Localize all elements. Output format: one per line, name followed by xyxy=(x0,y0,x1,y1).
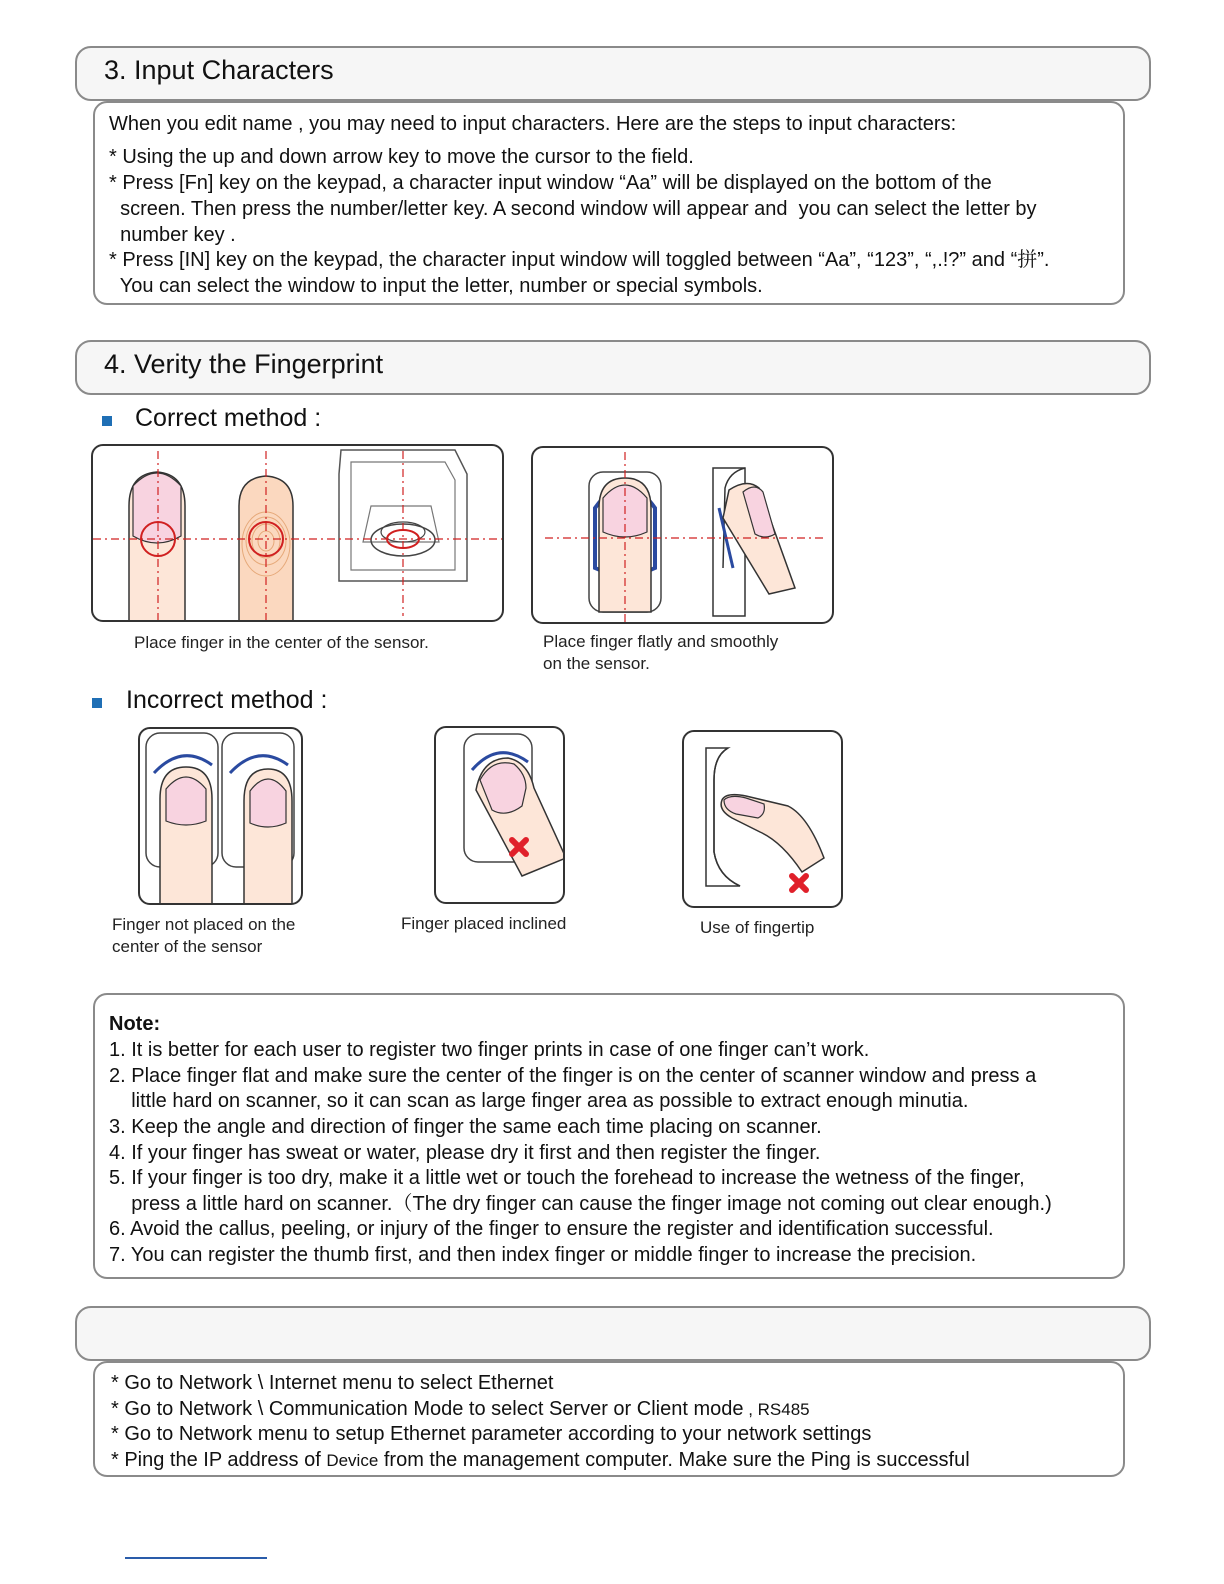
network-step-text: * Ping the IP address of xyxy=(111,1449,327,1471)
note-item: little hard on scanner, so it can scan as large finger area as possible to extract enough minutia. xyxy=(109,1090,969,1112)
correct-center-illustration xyxy=(91,444,504,622)
note-item: press a little hard on scanner.（The dry finger can cause the finger image not coming out clear enough.) xyxy=(109,1193,1052,1215)
incorrect-heading: Incorrect method : xyxy=(126,686,328,714)
section3-line: * Press [IN] key on the keypad, the character input window will toggled between “Aa”, “123”, “,.!?” and “拼”. xyxy=(109,249,1050,271)
section4-header xyxy=(75,340,1151,395)
network-step-device: Device xyxy=(326,1451,379,1470)
incorrect-fingertip-illustration xyxy=(682,730,843,908)
note-item: 7. You can register the thumb first, and then index finger or middle finger to increase the precision. xyxy=(109,1244,977,1266)
network-step-text: * Go to Network \ Communication Mode to select Server or Client mode xyxy=(111,1398,744,1420)
section3-line: screen. Then press the number/letter key. A second window will appear and you can select the letter by xyxy=(109,198,1037,220)
footer-rule xyxy=(125,1557,267,1559)
section3-title: 3. Input Characters xyxy=(104,55,334,85)
network-step: * Go to Network \ Internet menu to select Ethernet xyxy=(111,1372,554,1394)
network-step: * Go to Network menu to setup Ethernet parameter according to your network settings xyxy=(111,1423,872,1445)
note-item: 1. It is better for each user to register two finger prints in case of one finger can’t work. xyxy=(109,1039,870,1061)
section3-line: number key . xyxy=(109,224,236,246)
incorrect-bullet xyxy=(92,698,102,708)
note-item: 3. Keep the angle and direction of finger the same each time placing on scanner. xyxy=(109,1116,822,1138)
note-item: 6. Avoid the callus, peeling, or injury of the finger to ensure the register and identification successful. xyxy=(109,1218,994,1240)
note-label: Note: xyxy=(109,1013,161,1035)
incorrect-offcenter-illustration xyxy=(138,727,303,905)
correct-caption: Place finger flatly and smoothly xyxy=(543,632,779,651)
note-box xyxy=(93,993,1125,1279)
incorrect-inclined-illustration xyxy=(434,726,565,904)
section3-intro: When you edit name , you may need to input characters. Here are the steps to input characters: xyxy=(109,113,957,135)
section3-line: * Using the up and down arrow key to move the cursor to the field. xyxy=(109,146,694,168)
section4-title: 4. Verity the Fingerprint xyxy=(104,349,384,379)
section3-line: * Press [Fn] key on the keypad, a character input window “Aa” will be displayed on the bottom of the xyxy=(109,172,992,194)
correct-caption: Place finger in the center of the sensor. xyxy=(134,633,429,652)
note-item: 2. Place finger flat and make sure the center of the finger is on the center of scanner window and press a xyxy=(109,1065,1037,1087)
note-item: 5. If your finger is too dry, make it a little wet or touch the forehead to increase the wetness of the finger, xyxy=(109,1167,1025,1189)
note-item: 4. If your finger has sweat or water, please dry it first and then register the finger. xyxy=(109,1142,821,1164)
section3-header xyxy=(75,46,1151,101)
incorrect-caption: Use of fingertip xyxy=(700,918,815,937)
section3-body xyxy=(93,101,1125,305)
network-step-text: from the management computer. Make sure the Ping is successful xyxy=(378,1449,970,1471)
network-step xyxy=(111,1447,970,1474)
section3-line: You can select the window to input the letter, number or special symbols. xyxy=(109,275,763,297)
correct-bullet xyxy=(102,416,112,426)
incorrect-caption: Finger not placed on the xyxy=(112,915,296,934)
network-step-rs485: , RS485 xyxy=(743,1400,810,1419)
section5-header xyxy=(75,1306,1151,1361)
correct-caption: on the sensor. xyxy=(543,654,650,673)
network-step xyxy=(111,1396,810,1423)
incorrect-caption: Finger placed inclined xyxy=(401,914,567,933)
incorrect-caption: center of the sensor xyxy=(112,937,263,956)
section5-body xyxy=(93,1361,1125,1477)
correct-heading: Correct method : xyxy=(135,404,322,432)
correct-flat-illustration xyxy=(531,446,834,624)
